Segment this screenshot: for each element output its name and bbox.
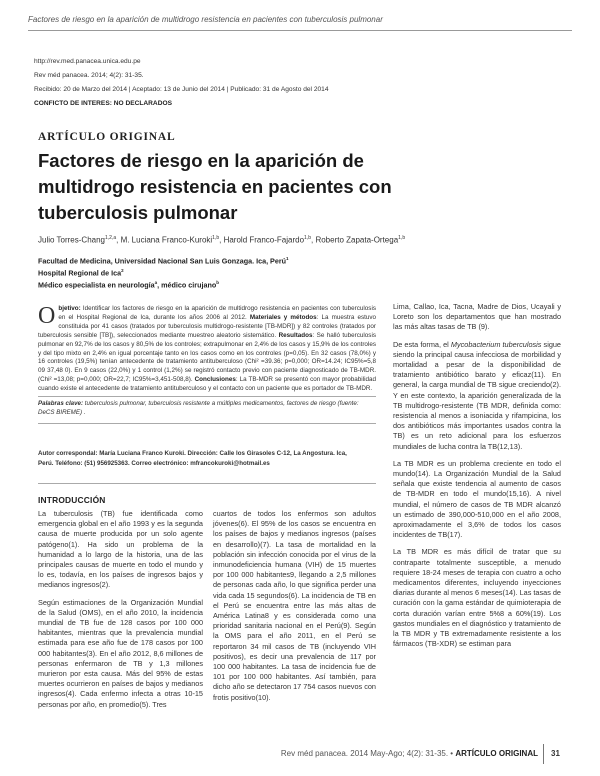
author-affiliation-sup: 1,b — [398, 235, 406, 241]
section-label: ARTÍCULO ORIGINAL — [38, 131, 176, 143]
paragraph: Según estimaciones de la Organización Mundial de la Salud (OMS), en el año 2010, la incidencia mundial de TB fue de 128 casos por 100 000 habitantes, mientras que la prevalencia mundial estimada para ese año fue de 178 casos por 100 000 habitantes(3). En el año 2012, 8,6 millones de personas enfermaron de TB y 1,3 millones murieron por esta causa. Más del 95% de estas muertes ocurrieron en países de bajos y medianos ingresos(4). Cada enfermo infecta a otras 10-15 personas por año, en promedio(5). Tres — [38, 597, 203, 709]
paragraph: Lima, Callao, Ica, Tacna, Madre de Dios, Ucayali y Loreto son los departamentos que han mostrado las más altas tasas de TB (9). — [393, 302, 561, 332]
paragraph: La TB MDR es un problema creciente en todo el mundo(14). La Organización Mundial de la Salud señala que existe tendencia al aumento de casos de TB-MDR en todo el mundo(15,16). A nivel mundial, el número de casos de TB MDR alcanzó un estimado de 390,000-510,000 en el año 2008, aproximadamente el 3,6% de todos los casos incidentes de TB(17). — [393, 458, 561, 540]
publication-dates: Recibido: 20 de Marzo del 2014 | Aceptado: 13 de Junio del 2014 | Publicado: 31 de Agosto del 2014 — [34, 86, 329, 93]
divider — [38, 483, 376, 484]
body-column-3 — [393, 302, 561, 657]
affiliation-1: Facultad de Medicina, Universidad Nacional San Luis Gonzaga. Ica, Perú$^1$ — [38, 256, 289, 266]
paragraph: La tuberculosis (TB) fue identificada como emergencia global en el año 1993 y es la segunda causa de muerte producida por un solo agente patógeno(1). Ha sido un problema de la humanidad a lo largo de la historia, una de las principales causas de muerte en todo el mundo y lo es, todavía, en los países de ingresos bajos y medianos ingresos(2). — [38, 509, 203, 590]
conflict-of-interest: CONFICTO DE INTERES: NO DECLARADOS — [34, 100, 172, 107]
author-affiliation-sup: 1,b — [212, 235, 220, 241]
abstract: Objetivo: Identificar los factores de riesgo en la aparición de multidrogo resistencia en pacientes con tuberculosis en el Hospital Regional de Ica, durante los años 2006 al 2012. Materiales y métodos: La muestra estuvo constituida por 41 casos (tratados por tuberculosis multidrogo-resistente [TB-MDR]) y 82 controles (tratados por tuberculosis sensible [TB]), seleccionados mediante muestreo aleatorio sistemático. Resultados: Se halló tuberculosis pulmonar en 92,7% de los casos y 80,5% de los controles; extrapulmonar en 2,4% de los casos y 15,9% de los controles y del tipo mixto en 2,4% en igual porcentaje tanto en los casos como en los controles (p=0,05). En 32 casos (78,0%) y 16 controles (19,5%) tenían antecedente de tratamiento antituberculoso (Chi² =39.36; p=0,000; OR=14.24; IC95%=5,8 09 37,48 0). En 9 casos (22,0%) y 1 control (1,2%) se registró contacto previo con paciente diagnosticado de TB-MDR. (Chi² =13,08; p=0,000; OR=22,7; IC95%=3,451-508,8). Conclusiones: La TB-MDR se presentó con mayor probabilidad cuando existe el antecedente de tratamiento antituberculoso y el contacto con un paciente que es portador de TB-MDR. — [38, 303, 377, 393]
keywords: Palabras clave: tuberculosis pulmonar, tuberculosis resistente a múltiples medicamentos, factores de riesgo (fuente: DeCS BIREME) . — [38, 400, 359, 416]
author-name: , M. Luciana Franco-Kuroki — [116, 235, 213, 245]
correspondence-line: Perú. Teléfono: (51) 956925363. Correo electrónico: mfrancokuroki@hotmail.es — [38, 460, 270, 467]
author-list — [38, 235, 405, 245]
citation: Rev méd panacea. 2014; 4(2): 31-35. — [34, 72, 144, 79]
article-title: Factores de riesgo en la aparición de multidrogo resistencia en pacientes con tuberculosis pulmonar — [38, 150, 392, 223]
paragraph: De esta forma, el Mycobacterium tuberculosis sigue siendo la principal causa infecciosa de morbilidad y mortalidad a pesar de la disponibilidad de tratamiento antibiótico barato y eficaz(11). En general, la carga mundial de TB sigue creciendo(2). Y en este contexto, la aparición generalizada de la TB multidrogo-resistente (TB MDR, definida como: resistencia al menos a isoniacida y rifampicina, los dos antibióticos más importantes usados contra la TB) es un reto adicional para los esfuerzos mundiales de lucha contra la TB(12,13). — [393, 339, 561, 451]
author-name: Julio Torres-Chang — [38, 235, 105, 245]
divider — [38, 396, 376, 397]
journal-url[interactable]: http://rev.med.panacea.unica.edu.pe — [34, 58, 141, 65]
abstract-dropcap: O — [38, 303, 56, 329]
paragraph: La TB MDR es más difícil de tratar que su contraparte totalmente susceptible, a menudo requiere 18-24 meses de terapia con cuatro a ocho medicamentos diferentes, incluyendo inyecciones diarias durante al menos 6 meses(14). Las tasas de curación con la gama estándar de quimioterapia de corta duración varían entre 5%8 a 60%(19). Los gastos mundiales en el diagnóstico y tratamiento de la TB MDR y TB extremadamente resistente a los fármacos (TB-XDR) se estiman para — [393, 547, 561, 649]
page-footer: Rev méd panacea. 2014 May-Ago; 4(2): 31-35. • ARTÍCULO ORIGINAL — [280, 749, 538, 758]
paragraph: cuartos de todos los enfermos son adultos jóvenes(6). El 95% de los casos se encuentra en los países de bajos y medianos ingresos (países en desarrollo)(7). La tasa de mortalidad en la población sin infección conocida por el virus de la inmunodeficiencia humana (VIH) de 15 muertes por 100 000 habitantes9, llegando a 2,5 millones de personas cada año, lo que significa perder una vida cada 15 segundos(6). La incidencia de TB en el Perú se encuentra entre las más altas de América Latina8 y es considerada como una prioridad sanitaria nacional en el Perú(9). Según la OMS para el año 2011, en el Perú se reportaron 34 mil casos de TB (incluyendo VIH positivos), es decir una prevalencia de 117 por 100 000 habitantes. La tasa de incidencia fue de 101 por 100 000 habitantes. Así también, para dicho año se detectaron 17 754 casos nuevos con frotis positivo(10). — [213, 509, 376, 702]
author-affiliation-sup: 1,b — [304, 235, 311, 241]
author-affiliation-sup: 1,2,a — [105, 235, 117, 241]
page-number: 31 — [551, 749, 560, 758]
abstract-label: bjetivo: — [58, 305, 83, 312]
intro-heading: INTRODUCCIÓN — [38, 495, 106, 505]
author-name: , Harold Franco-Fajardo — [219, 235, 305, 245]
footer-divider — [543, 744, 544, 764]
body-column-1 — [38, 509, 203, 717]
divider — [38, 423, 376, 424]
correspondence — [38, 449, 376, 469]
running-head: Factores de riesgo en la aparición de multidrogo resistencia en pacientes con tuberculosis pulmonar — [28, 15, 383, 24]
affiliation-3: Médico especialista en neurología$^a$, médico cirujano$^b$ — [38, 280, 220, 290]
author-name: , Roberto Zapata-Ortega — [311, 235, 399, 245]
affiliation-2: Hospital Regional de Ica$^2$ — [38, 268, 124, 278]
correspondence-line: Autor correspondal: María Luciana Franco Kuroki. Dirección: Calle los Girasoles C-12, La Angostura. Ica, — [38, 450, 347, 457]
header-divider — [28, 30, 572, 31]
body-column-2 — [213, 509, 376, 710]
